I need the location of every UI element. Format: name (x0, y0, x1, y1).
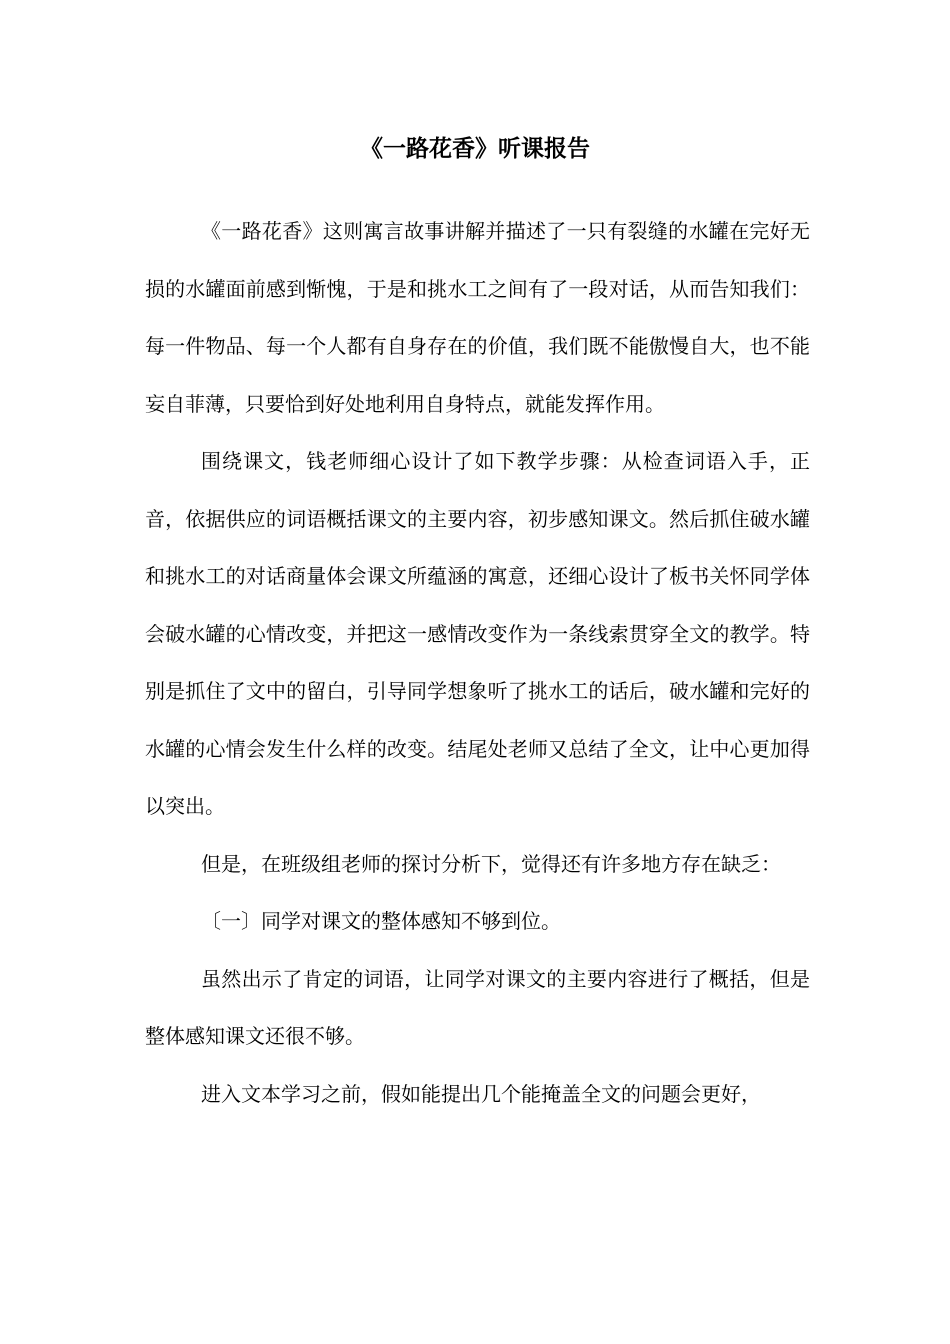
paragraph-teaching-steps: 围绕课文，钱老师细心设计了如下教学步骤：从检查词语入手，正音，依据供应的词语概括课文的主要内容，初步感知课文。然后抓住破水罐和挑水工的对话商量体会课文所蕴涵的寓意，还细心设计了板书关怀同学体会破水罐的心情改变，并把这一感情改变作为一条线索贯穿全文的教学。特别是抓住了文中的留白，引导同学想象听了挑水工的话后，破水罐和完好的水罐的心情会发生什么样的改变。结尾处老师又总结了全文，让中心更加得以突出。 (145, 449, 810, 818)
paragraph-intro: 《一路花香》这则寓言故事讲解并描述了一只有裂缝的水罐在完好无损的水罐面前感到惭愧，于是和挑水工之间有了一段对话，从而告知我们：每一件物品、每一个人都有自身存在的价值，我们既不能傲慢自大，也不能妄自菲薄，只要恰到好处地利用自身特点，就能发挥作用。 (145, 219, 810, 416)
paragraph-suggestion: 进入文本学习之前，假如能提出几个能掩盖全文的问题会更好， (201, 1081, 761, 1106)
paragraph-point-one-detail: 虽然出示了肯定的词语，让同学对课文的主要内容进行了概括，但是整体感知课文还很不够。 (145, 966, 810, 1048)
document-body (145, 203, 810, 1123)
paragraph-point-one: 〔一〕同学对课文的整体感知不够到位。 (201, 909, 561, 933)
paragraph-shortcomings: 但是，在班级组老师的探讨分析下，觉得还有许多地方存在缺乏： (201, 851, 781, 876)
document-title: 《一路花香》听课报告 (360, 136, 590, 162)
